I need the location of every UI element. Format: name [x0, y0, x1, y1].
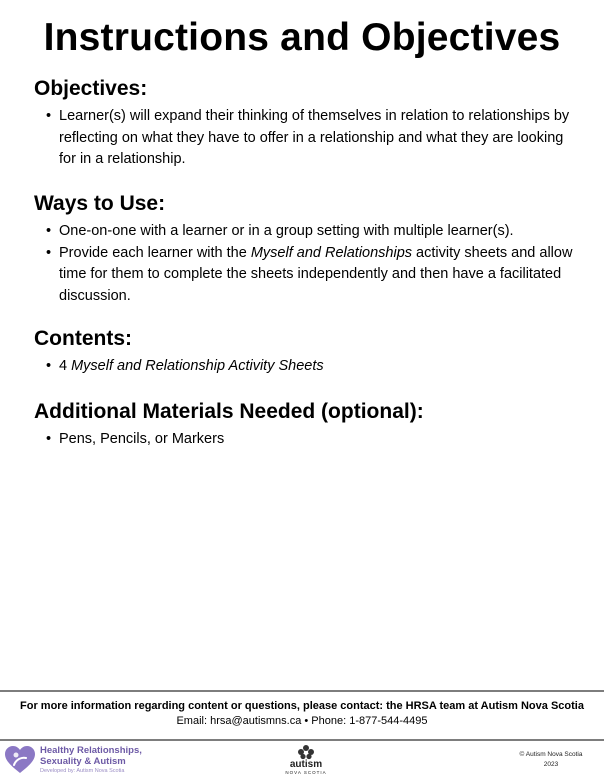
ways-to-use-list	[34, 221, 574, 307]
page-title: Instructions and Objectives	[43, 16, 561, 59]
contents-list	[34, 356, 574, 378]
list-item	[59, 243, 574, 308]
contents-section	[34, 326, 574, 378]
objectives-section	[34, 76, 574, 171]
ways-to-use-heading: Ways to Use:	[34, 192, 166, 215]
hrsa-logo-line: Sexuality & Autism	[40, 756, 126, 767]
autism-nova-scotia-logo	[284, 744, 328, 776]
objectives-heading: Objectives:	[34, 77, 148, 100]
list-item: • Pens, Pencils, or Markers	[59, 429, 574, 451]
contact-heading: For more information regarding content or questions, please contact: the HRSA team at Autism Nova Scotia	[20, 700, 584, 712]
list-item	[59, 356, 574, 378]
objectives-list	[34, 106, 574, 171]
hrsa-logo-credit: Developed by: Autism Nova Scotia	[40, 768, 125, 774]
contact-details: Email: hrsa@autismns.ca • Phone: 1-877-544-4495	[176, 715, 428, 727]
contents-heading: Contents:	[34, 327, 132, 350]
list-item-text: Provide each learner with the	[59, 244, 251, 261]
copyright-line: © Autism Nova Scotia	[519, 751, 583, 758]
materials-heading: Additional Materials Needed (optional):	[34, 400, 424, 423]
ways-to-use-section	[34, 191, 574, 307]
list-item-text: activity sheets and allow time for them to complete the sheets independently and then have a facilitated discussion.	[59, 244, 573, 304]
hrsa-logo	[4, 745, 204, 775]
list-item: • Learner(s) will expand their thinking of themselves in relation to relationships by reflecting on what they have to offer in a relationship and what they are looking for in a relationship.	[59, 106, 574, 171]
materials-list	[34, 429, 574, 451]
materials-section	[34, 399, 574, 451]
activity-sheet-title: Myself and Relationship Activity Sheets	[71, 358, 324, 374]
hrsa-logo-line: Healthy Relationships,	[40, 745, 142, 756]
list-item-text: 4	[59, 358, 72, 374]
heart-icon	[4, 745, 36, 775]
autism-logo-word: autism	[289, 759, 323, 770]
footer-divider	[0, 739, 604, 741]
mayflower-icon	[296, 744, 316, 760]
footer-divider	[0, 690, 604, 692]
autism-logo-sub: NOVA SCOTIA	[285, 770, 327, 775]
list-item: • One-on-one with a learner or in a group setting with multiple learner(s).	[59, 221, 574, 243]
copyright	[508, 750, 594, 770]
activity-sheet-title: Myself and Relationships	[250, 244, 413, 261]
copyright-year: 2023	[543, 761, 559, 768]
